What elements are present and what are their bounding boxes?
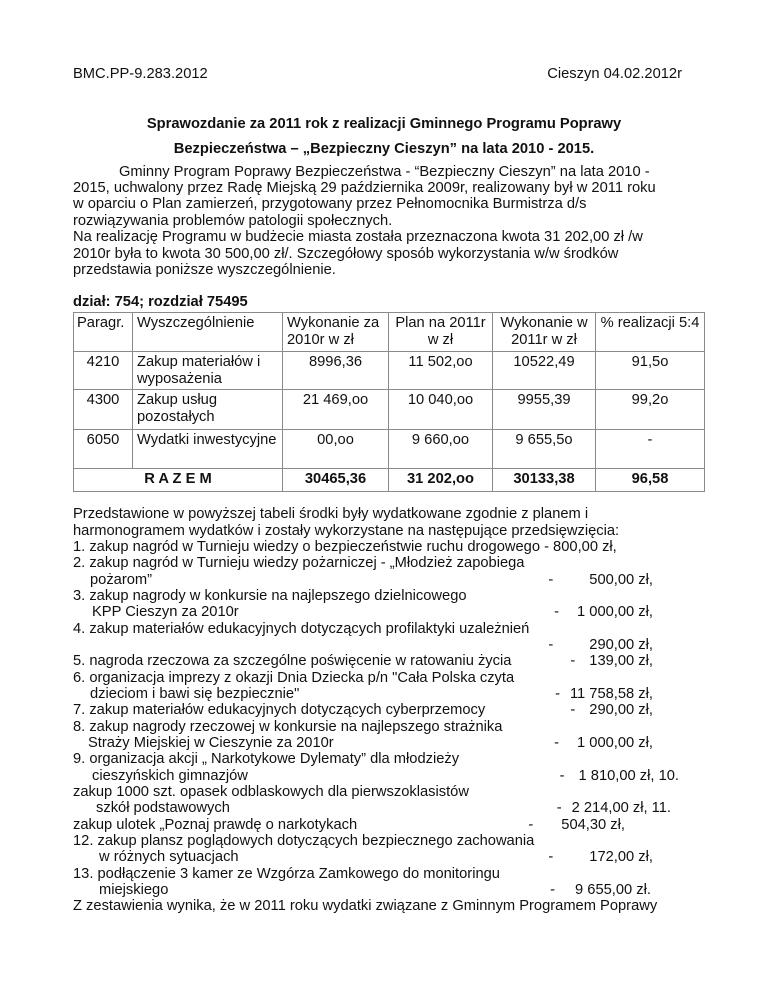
table-cell: Zakup materiałów i wyposażenia xyxy=(133,352,283,390)
table-cell: 4300 xyxy=(74,390,133,430)
list-item-cont xyxy=(73,637,653,653)
table-cell: 00,oo xyxy=(283,430,389,469)
list-item: 12. zakup plansz poglądowych dotyczących bezpiecznego zachowania xyxy=(73,833,535,849)
item-text: miejskiego xyxy=(99,882,169,898)
table-cell: 11 502,oo xyxy=(389,352,493,390)
list-item: 6. organizacja imprezy z okazji Dnia Dziecka p/n "Cała Polska czyta xyxy=(73,670,515,686)
dash: - xyxy=(570,653,576,669)
header-cell: Paragr. xyxy=(74,313,133,352)
amount: 290,00 zł, xyxy=(589,637,653,653)
list-item: 8. zakup nagrody rzeczowej w konkursie na najlepszego strażnika xyxy=(73,719,503,735)
amount: 290,00 zł, xyxy=(589,702,653,718)
amount: 1 810,00 zł, 10. xyxy=(578,768,679,784)
list-item: 13. podłączenie 3 kamer ze Wzgórza Zamkowego do monitoringu xyxy=(73,866,500,882)
table-cell: 10522,49 xyxy=(493,352,596,390)
dash: - xyxy=(548,849,554,865)
amount: 139,00 zł, xyxy=(589,653,653,669)
table-cell: 21 469,oo xyxy=(283,390,389,430)
table-row xyxy=(74,352,705,390)
item-text: dzieciom i bawi się bezpiecznie" xyxy=(90,686,300,702)
item-text: pożarom” xyxy=(90,572,153,588)
table-cell: - xyxy=(596,430,705,469)
header-cell: Plan na 2011r w zł xyxy=(389,313,493,352)
document-title-line2: Bezpieczeństwa – „Bezpieczny Cieszyn” na lata 2010 - 2015. xyxy=(173,141,595,157)
table-cell: 91,5o xyxy=(596,352,705,390)
list-item-cont xyxy=(73,572,653,588)
item-text: zakup ulotek „Poznaj prawdę o narkotykach xyxy=(73,817,358,833)
list-item xyxy=(73,817,625,833)
table-cell: 9 660,oo xyxy=(389,430,493,469)
header-cell: % realizacji 5:4 xyxy=(596,313,705,352)
budget-table xyxy=(73,312,705,492)
amount: 9 655,00 zł. xyxy=(575,882,651,898)
table-cell: Zakup usług pozostałych xyxy=(133,390,283,430)
list-item: 3. zakup nagrody w konkursie na najlepszego dzielnicowego xyxy=(73,588,467,604)
intro-line: 2010r była to kwota 30 500,00 zł/. Szczegółowy sposób wykorzystania w/w środków xyxy=(73,246,619,262)
document-reference: BMC.PP-9.283.2012 xyxy=(73,66,208,82)
table-cell: Wydatki inwestycyjne xyxy=(133,430,283,469)
table-cell: 4210 xyxy=(74,352,133,390)
total-cell: 31 202,oo xyxy=(389,469,493,492)
item-text: 5. nagroda rzeczowa za szczególne poświęcenie w ratowaniu życia xyxy=(73,653,512,669)
list-item: zakup 1000 szt. opasek odblaskowych dla pierwszoklasistów xyxy=(73,784,469,800)
intro-line: Na realizację Programu w budżecie miasta została przeznaczona kwota 31 202,00 zł /w xyxy=(73,229,643,245)
table-total-row xyxy=(74,469,705,492)
total-label: R A Z E M xyxy=(74,469,283,492)
list-item xyxy=(73,653,653,669)
dash: - xyxy=(548,572,554,588)
amount: 500,00 zł, xyxy=(589,572,653,588)
dash: - xyxy=(559,768,565,784)
document-title-line1: Sprawozdanie za 2011 rok z realizacji Gminnego Programu Poprawy xyxy=(146,116,622,132)
item-text: Straży Miejskiej w Cieszynie za 2010r xyxy=(88,735,334,751)
amount: 504,30 zł, xyxy=(561,817,625,833)
item-text: szkół podstawowych xyxy=(96,800,230,816)
list-item-cont xyxy=(73,849,653,865)
list-item: 2. zakup nagród w Turnieju wiedzy pożarniczej - „Młodzież zapobiega xyxy=(73,555,525,571)
list-item: 9. organizacja akcji „ Narkotykowe Dylematy” dla młodzieży xyxy=(73,751,460,767)
table-cell: 99,2o xyxy=(596,390,705,430)
list-item-cont xyxy=(73,735,653,751)
body-line: Z zestawienia wynika, że w 2011 roku wydatki związane z Gminnym Programem Poprawy xyxy=(73,898,658,914)
list-item-cont xyxy=(73,768,679,784)
total-cell: 30133,38 xyxy=(493,469,596,492)
list-item-cont xyxy=(73,604,653,620)
amount: 11 758,58 zł, xyxy=(569,686,653,702)
table-cell: 9955,39 xyxy=(493,390,596,430)
amount: 1 000,00 zł, xyxy=(577,604,653,620)
table-header-row xyxy=(74,313,705,352)
item-text: KPP Cieszyn za 2010r xyxy=(92,604,239,620)
dash: - xyxy=(556,800,562,816)
table-cell: 8996,36 xyxy=(283,352,389,390)
table-cell: 6050 xyxy=(74,430,133,469)
place-date: Cieszyn 04.02.2012r xyxy=(547,66,682,82)
list-item xyxy=(73,702,653,718)
dash: - xyxy=(554,604,560,620)
total-cell: 96,58 xyxy=(596,469,705,492)
header-cell: Wykonanie za 2010r w zł xyxy=(283,313,389,352)
header-cell: Wyszczególnienie xyxy=(133,313,283,352)
amount: 2 214,00 zł, 11. xyxy=(571,800,671,816)
amount: 1 000,00 zł, xyxy=(577,735,653,751)
header-cell: Wykonanie w 2011r w zł xyxy=(493,313,596,352)
total-cell: 30465,36 xyxy=(283,469,389,492)
list-item-cont xyxy=(73,882,651,898)
list-item: 4. zakup materiałów edukacyjnych dotyczących profilaktyki uzależnień xyxy=(73,621,530,637)
item-text: w różnych sytuacjach xyxy=(99,849,239,865)
list-item: 1. zakup nagród w Turnieju wiedzy o bezpieczeństwie ruchu drogowego - 800,00 zł, xyxy=(73,539,617,555)
dash: - xyxy=(570,702,576,718)
dash: - xyxy=(555,686,560,702)
item-text: cieszyńskich gimnazjów xyxy=(92,768,248,784)
amount: 172,00 zł, xyxy=(589,849,653,865)
intro-line: rozwiązywania problemów patologii społecznych. xyxy=(73,213,393,229)
dash: - xyxy=(548,637,554,653)
body-line: Przedstawione w powyższej tabeli środki były wydatkowane zgodnie z planem i xyxy=(73,506,589,522)
dash: - xyxy=(550,882,556,898)
intro-line: Gminny Program Poprawy Bezpieczeństwa - “Bezpieczny Cieszyn” na lata 2010 - xyxy=(119,164,650,180)
body-line: harmonogramem wydatków i zostały wykorzystane na następujące przedsięwzięcia: xyxy=(73,523,620,539)
dash: - xyxy=(554,735,560,751)
intro-line: w oparciu o Plan zamierzeń, przygotowany przez Pełnomocnika Burmistrza d/s xyxy=(73,196,587,212)
intro-line: przedstawia poniższe wyszczególnienie. xyxy=(73,262,336,278)
intro-line: 2015, uchwalony przez Radę Miejską 29 października 2009r, realizowany był w 2011 roku xyxy=(73,180,656,196)
item-text: 7. zakup materiałów edukacyjnych dotyczących cyberprzemocy xyxy=(73,702,486,718)
table-row xyxy=(74,430,705,469)
dash: - xyxy=(528,817,534,833)
list-item-cont xyxy=(73,800,671,816)
section-label: dział: 754; rozdział 75495 xyxy=(73,294,248,310)
table-cell: 9 655,5o xyxy=(493,430,596,469)
table-cell: 10 040,oo xyxy=(389,390,493,430)
list-item-cont xyxy=(73,686,653,702)
table-row xyxy=(74,390,705,430)
